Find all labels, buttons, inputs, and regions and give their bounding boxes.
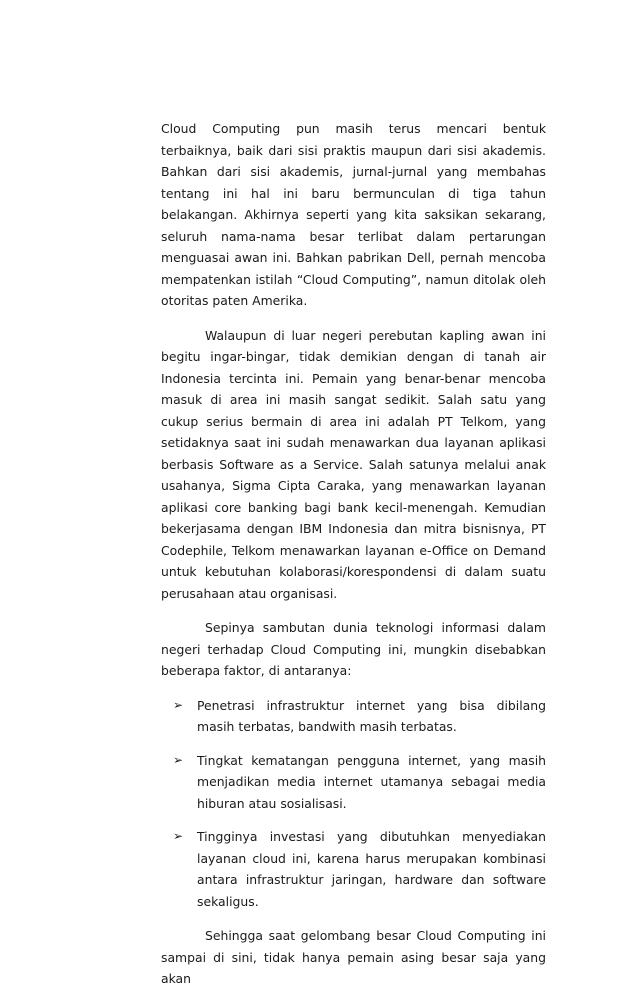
- arrow-bullet-icon: ➢: [173, 697, 184, 712]
- paragraph-domestic-market: Walaupun di luar negeri perebutan kapling awan ini begitu ingar-bingar, tidak demikian dengan di tanah air Indonesia tercinta ini. Pemain yang benar-benar mencoba masuk di area ini masih sangat sedikit. Salah satu yang cukup serius bermain di area ini adalah PT Telkom, yang setidaknya saat ini sudah menawarkan dua layanan aplikasi berbasis Software as a Service. Salah satunya melalui anak usahanya, Sigma Cipta Caraka, yang menawarkan layanan aplikasi core banking bagi bank kecil-menengah. Kemudian bekerjasama dengan IBM Indonesia dan mitra bisnisnya, PT Codephile, Telkom menawarkan layanan e-Office on Demand untuk kebutuhan kolaborasi/korespondensi di dalam suatu perusahaan atau organisasi.: [161, 327, 546, 601]
- list-item: [161, 695, 546, 738]
- list-item-text: Tingginya investasi yang dibutuhkan menyediakan layanan cloud ini, karena harus merupakan kombinasi antara infrastruktur jaringan, hardware dan software sekaligus.: [197, 829, 546, 909]
- paragraph-factors-intro: Sepinya sambutan dunia teknologi informasi dalam negeri terhadap Cloud Computing ini, mungkin disebabkan beberapa faktor, di antaranya:: [161, 620, 546, 678]
- paragraph-conclusion: Sehingga saat gelombang besar Cloud Computing ini sampai di sini, tidak hanya pemain asing besar saja yang akan: [161, 928, 546, 986]
- arrow-bullet-icon: ➢: [173, 829, 184, 843]
- factors-list: [161, 695, 546, 913]
- document-page: [161, 118, 546, 1003]
- list-item: [161, 750, 546, 815]
- paragraph-cloud-computing-intro: Cloud Computing pun masih terus mencari bentuk terbaiknya, baik dari sisi praktis maupun dari sisi akademis. Bahkan dari sisi akademis, jurnal-jurnal yang membahas tentang ini hal ini baru bermunculan di tiga tahun belakangan. Akhirnya seperti yang kita saksikan sekarang, seluruh nama-nama besar terlibat dalam pertarungan menguasai awan ini. Bahkan pabrikan Dell, pernah mencoba mempatenkan istilah “Cloud Computing”, namun ditolak oleh otoritas paten Amerika.: [161, 121, 546, 308]
- list-item-text: Tingkat kematangan pengguna internet, yang masih menjadikan media internet utamanya sebagai media hiburan atau sosialisasi.: [197, 752, 546, 811]
- list-item-text: Penetrasi infrastruktur internet yang bisa dibilang masih terbatas, bandwith masih terbatas.: [197, 697, 546, 734]
- list-item: [161, 826, 546, 912]
- arrow-bullet-icon: ➢: [173, 752, 184, 767]
